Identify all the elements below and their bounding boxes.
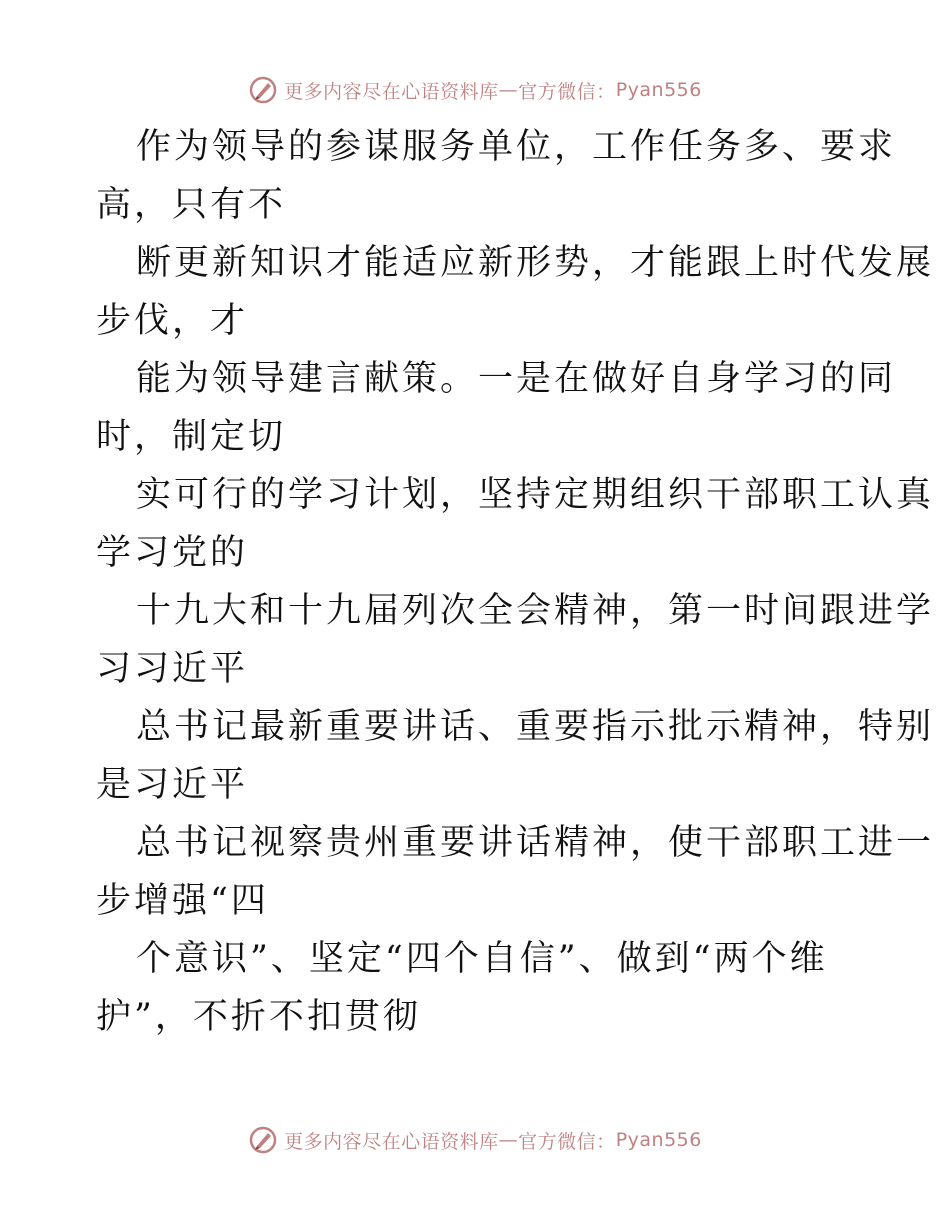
text-line: 实可行的学习计划，坚持定期组织干部职工认真 [136, 475, 935, 515]
text-line: 总书记视察贵州重要讲话精神，使干部职工进一 [136, 823, 935, 863]
watermark-site-text: 更多内容尽在心语资料库 [284, 80, 499, 103]
document-body [96, 118, 935, 1046]
watermark-dash: — [498, 1129, 519, 1151]
watermark-site-text: 更多内容尽在心语资料库 [284, 1130, 499, 1153]
watermark-dash: — [498, 79, 519, 101]
watermark-wechat-id: Pyan556 [615, 79, 702, 101]
text-line: 是习近平 [96, 765, 249, 805]
text-line: 能为领导建言献策。一是在做好自身学习的同 [136, 359, 897, 399]
watermark-wechat-label: 官方微信： [518, 1130, 616, 1153]
text-line: 总书记最新重要讲话、重要指示批示精神，特别 [136, 707, 935, 747]
text-line: 作为领导的参谋服务单位，工作任务多、要求 [136, 127, 897, 167]
text-line: 断更新知识才能适应新形势，才能跟上时代发展 [136, 243, 935, 283]
text-line: 步增强“四 [96, 881, 269, 921]
pen-quill-logo-icon [248, 75, 278, 105]
text-line: 步伐，才 [96, 301, 249, 341]
text-line: 个意识”、坚定“四个自信”、做到“两个维 [136, 939, 828, 979]
text-line: 学习党的 [96, 533, 249, 573]
pen-quill-logo-icon [248, 1125, 278, 1155]
text-line: 十九大和十九届列次全会精神，第一时间跟进学 [136, 591, 935, 631]
watermark-wechat-id: Pyan556 [615, 1129, 702, 1151]
text-line: 时，制定切 [96, 417, 287, 457]
header-watermark [0, 70, 950, 110]
footer-watermark [0, 1120, 950, 1160]
text-line: 习习近平 [96, 649, 249, 689]
text-line: 高，只有不 [96, 185, 287, 225]
watermark-wechat-label: 官方微信： [518, 80, 616, 103]
text-line: 护”，不折不扣贯彻 [96, 997, 421, 1037]
